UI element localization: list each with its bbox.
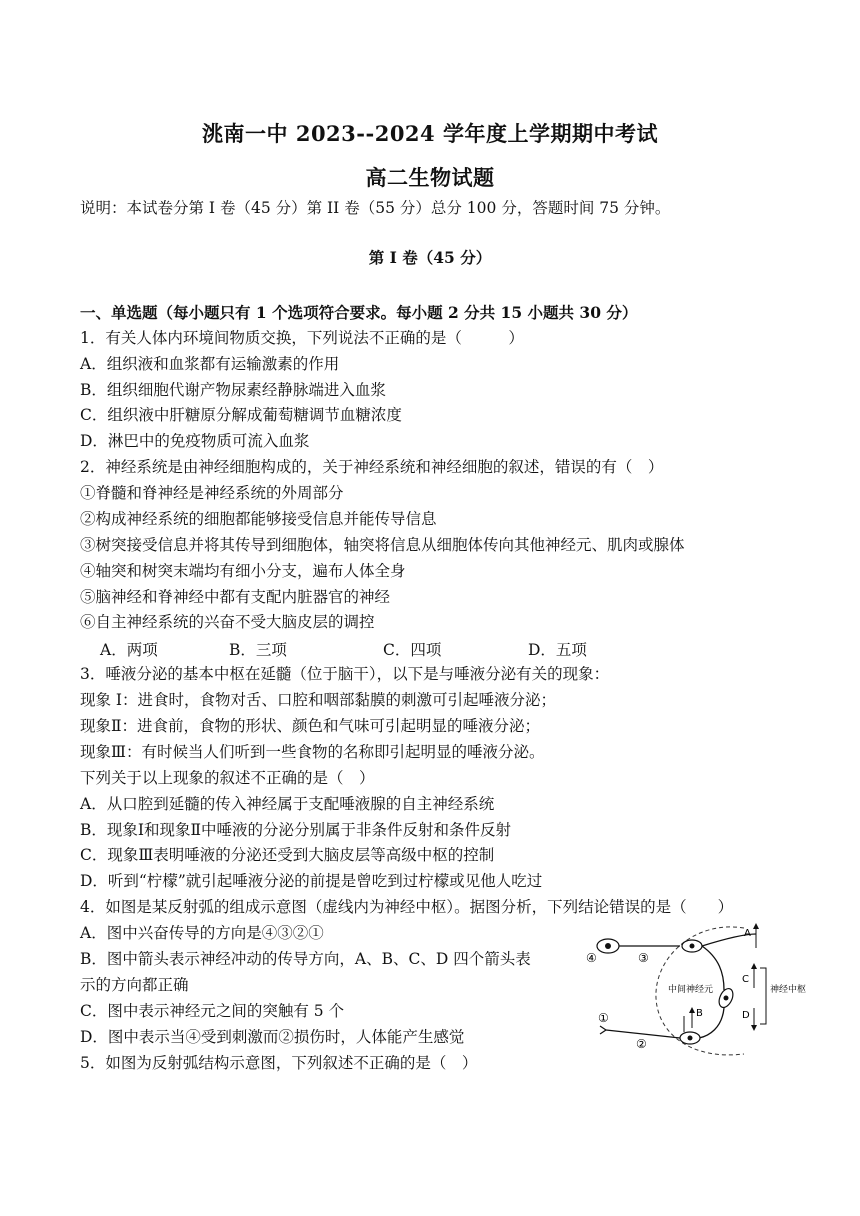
q1-option-b: B．组织细胞代谢产物尿素经静脉端进入血浆 [80,381,386,399]
label-interneuron: 中间神经元 [668,985,714,995]
q4-option-c: C．图中表示神经元之间的突触有 5 个 [80,1002,345,1020]
q4-option-d: D．图中表示当④受到刺激而②损伤时，人体能产生感觉 [80,1028,465,1046]
q2-statement-1: ①脊髓和脊神经是神经系统的外周部分 [80,484,344,502]
q3-phenomenon-1: 现象 I：进食时，食物对舌、口腔和咽部黏膜的刺激可引起唾液分泌； [80,691,557,709]
exam-title: 洮南一中 2023--2024 学年度上学期期中考试 [202,121,658,146]
q1-option-d: D．淋巴中的免疫物质可流入血浆 [80,432,310,450]
label-b: B [696,1008,703,1019]
q4-option-b: B．图中箭头表示神经冲动的传导方向，A、B、C、D 四个箭头表 [80,950,531,968]
q2-option-a: A．两项 [100,641,158,659]
q2-statement-5: ⑤脑神经和脊神经中都有支配内脏器官的神经 [80,588,391,606]
q1-option-a: A．组织液和血浆都有运输激素的作用 [80,355,340,373]
label-1: ① [598,1011,609,1025]
afferent-neuron-nucleus [688,1036,693,1041]
q4-option-b-cont: 示的方向都正确 [80,976,189,994]
q2-option-c: C．四项 [383,641,442,659]
upper-neuron-nucleus [690,944,695,949]
q2-option-b: B．三项 [229,641,287,659]
q2-statement-6: ⑥自主神经系统的兴奋不受大脑皮层的调控 [80,613,375,631]
label-3: ③ [638,951,649,965]
q3-option-d: D．听到“柠檬”就引起唾液分泌的前提是曾吃到过柠檬或见他人吃过 [80,872,543,890]
q2-statement-2: ②构成神经系统的细胞都能够接受信息并能传导信息 [80,510,437,528]
q3-ask: 下列关于以上现象的叙述不正确的是（ ） [80,769,375,787]
q3-option-c: C．现象Ⅲ表明唾液的分泌还受到大脑皮层等高级中枢的控制 [80,846,495,864]
label-c: C [742,974,749,985]
q3-option-b: B．现象Ⅰ和现象Ⅱ中唾液的分泌分别属于非条件反射和条件反射 [80,821,512,839]
section-heading: 一、单选题（每小题只有 1 个选项符合要求。每小题 2 分共 15 小题共 30 分） [80,303,638,322]
interneuron-nucleus [724,996,729,1001]
label-nerve-center: 神经中枢 [770,985,807,995]
q3-phenomenon-2: 现象Ⅱ：进食前，食物的形状、颜色和气味可引起明显的唾液分泌； [80,717,541,735]
q2-statement-4: ④轴突和树突末端均有细小分支，遍布人体全身 [80,562,406,580]
q5-stem: 5．如图为反射弧结构示意图，下列叙述不正确的是（ ） [80,1054,478,1072]
reflex-arc-diagram [584,918,810,1064]
interneuron-fiber-up [702,946,724,990]
q3-option-a: A．从口腔到延髓的传入神经属于支配唾液腺的自主神经系统 [80,795,495,813]
q4-option-a: A．图中兴奋传导的方向是④③②① [80,924,324,942]
label-a: A [744,928,751,939]
label-4: ④ [586,951,597,965]
exam-subtitle: 高二生物试题 [365,165,495,190]
q1-option-c: C．组织液中肝糖原分解成葡萄糖调节血糖浓度 [80,406,402,424]
q2-option-d: D．五项 [528,641,587,659]
q1-stem: 1．有关人体内环境间物质交换，下列说法不正确的是（ ） [80,329,524,347]
q2-statement-3: ③树突接受信息并将其传导到细胞体，轴突将信息从细胞体传向其他神经元、肌肉或腺体 [80,536,685,554]
exam-note: 说明：本试卷分第 I 卷（45 分）第 II 卷（55 分）总分 100 分，答题时间 75 分钟。 [80,199,671,217]
center-bracket [760,968,766,1024]
part-heading: 第 I 卷（45 分） [368,248,492,267]
q3-stem: 3．唾液分泌的基本中枢在延髓（位于脑干），以下是与唾液分泌有关的现象： [80,665,610,683]
label-2: ② [636,1037,647,1051]
q4-stem: 4．如图是某反射弧的组成示意图（虚线内为神经中枢）。据图分析，下列结论错误的是（ ） [80,898,734,916]
q3-phenomenon-3: 现象Ⅲ：有时候当人们听到一些食物的名称即引起明显的唾液分泌。 [80,743,545,761]
q2-stem: 2．神经系统是由神经细胞构成的，关于神经系统和神经细胞的叙述，错误的有（ ） [80,458,664,476]
efferent-neuron-nucleus [605,943,611,949]
label-d: D [742,1010,750,1021]
receptor-ending [600,1026,606,1034]
